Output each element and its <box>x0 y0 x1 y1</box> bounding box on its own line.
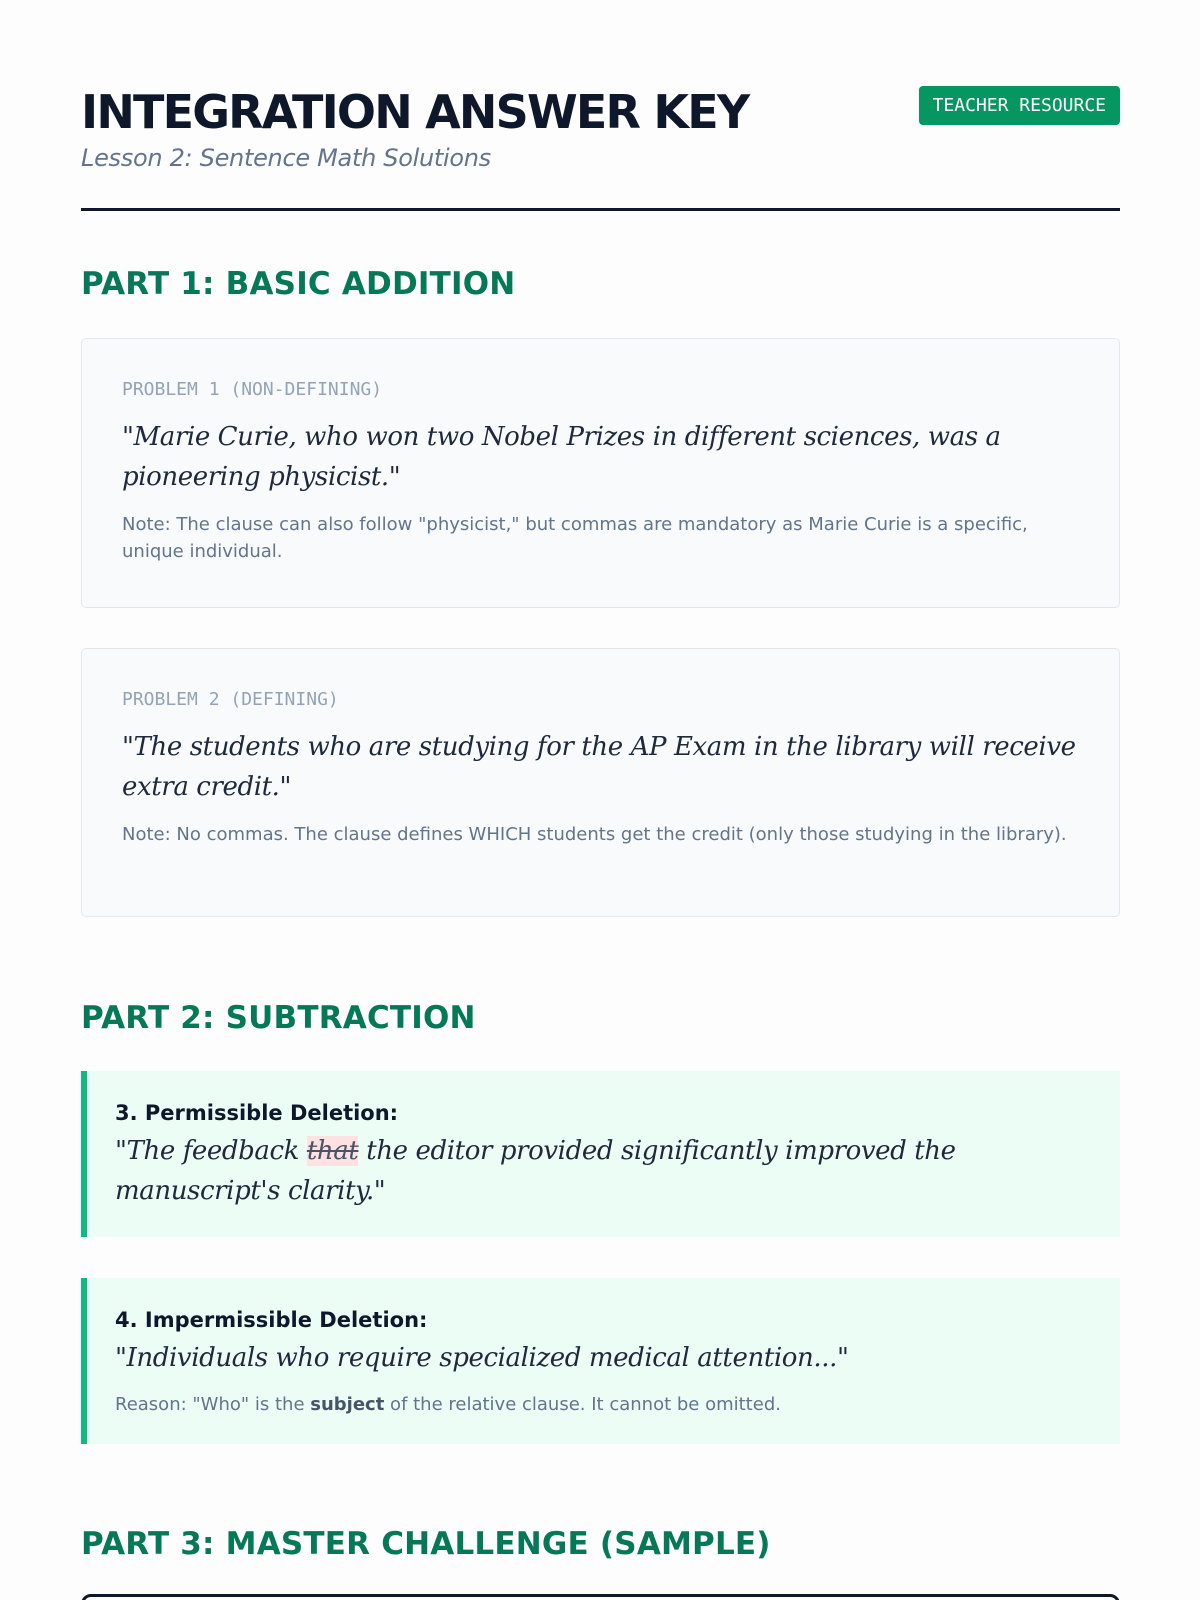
item3-heading: 3. Permissible Deletion: <box>115 1101 399 1125</box>
reason-part: of the relative clause. It cannot be omitted. <box>384 1394 781 1415</box>
problem-label: PROBLEM 1 (NON-DEFINING) <box>122 379 383 400</box>
page-title: INTEGRATION ANSWER KEY <box>81 85 749 139</box>
problem-note: Note: No commas. The clause defines WHICH students get the credit (only those studying in the library). <box>122 824 1067 845</box>
deleted-word: that <box>306 1136 359 1166</box>
problem-note: Note: The clause can also follow "physicist," but commas are mandatory as Marie Curie is a specific, unique individual. <box>122 514 1028 562</box>
item4-heading: 4. Impermissible Deletion: <box>115 1308 428 1332</box>
impermissible-deletion-card <box>81 1278 1120 1444</box>
reason-bold: subject <box>310 1394 385 1415</box>
part3-title: PART 3: MASTER CHALLENGE (SAMPLE) <box>81 1526 771 1562</box>
teacher-resource-badge: TEACHER RESOURCE <box>919 86 1120 125</box>
page-subtitle: Lesson 2: Sentence Math Solutions <box>81 144 491 172</box>
item4-reason <box>115 1394 1105 1415</box>
part1-title: PART 1: BASIC ADDITION <box>81 266 516 302</box>
problem-sentence: "The students who are studying for the AP Exam in the library will receive extra credit." <box>122 732 1076 802</box>
master-challenge-box <box>81 1594 1120 1600</box>
problem-card-1 <box>81 338 1120 608</box>
problem-sentence: "Marie Curie, who won two Nobel Prizes in different sciences, was a pioneering physicist." <box>122 422 1001 492</box>
page-header <box>81 84 1120 211</box>
problem-card-2 <box>81 648 1120 917</box>
problem-label: PROBLEM 2 (DEFINING) <box>122 689 339 710</box>
item3-sentence <box>115 1131 1105 1211</box>
reason-part: Reason: "Who" is the <box>115 1394 311 1415</box>
sentence-part: "The feedback <box>115 1136 307 1166</box>
part2-title: PART 2: SUBTRACTION <box>81 1000 476 1036</box>
permissible-deletion-card <box>81 1071 1120 1237</box>
sentence-part: the editor provided significantly improved the manuscript's clarity." <box>115 1136 956 1206</box>
item4-sentence: "Individuals who require specialized medical attention..." <box>115 1343 849 1373</box>
